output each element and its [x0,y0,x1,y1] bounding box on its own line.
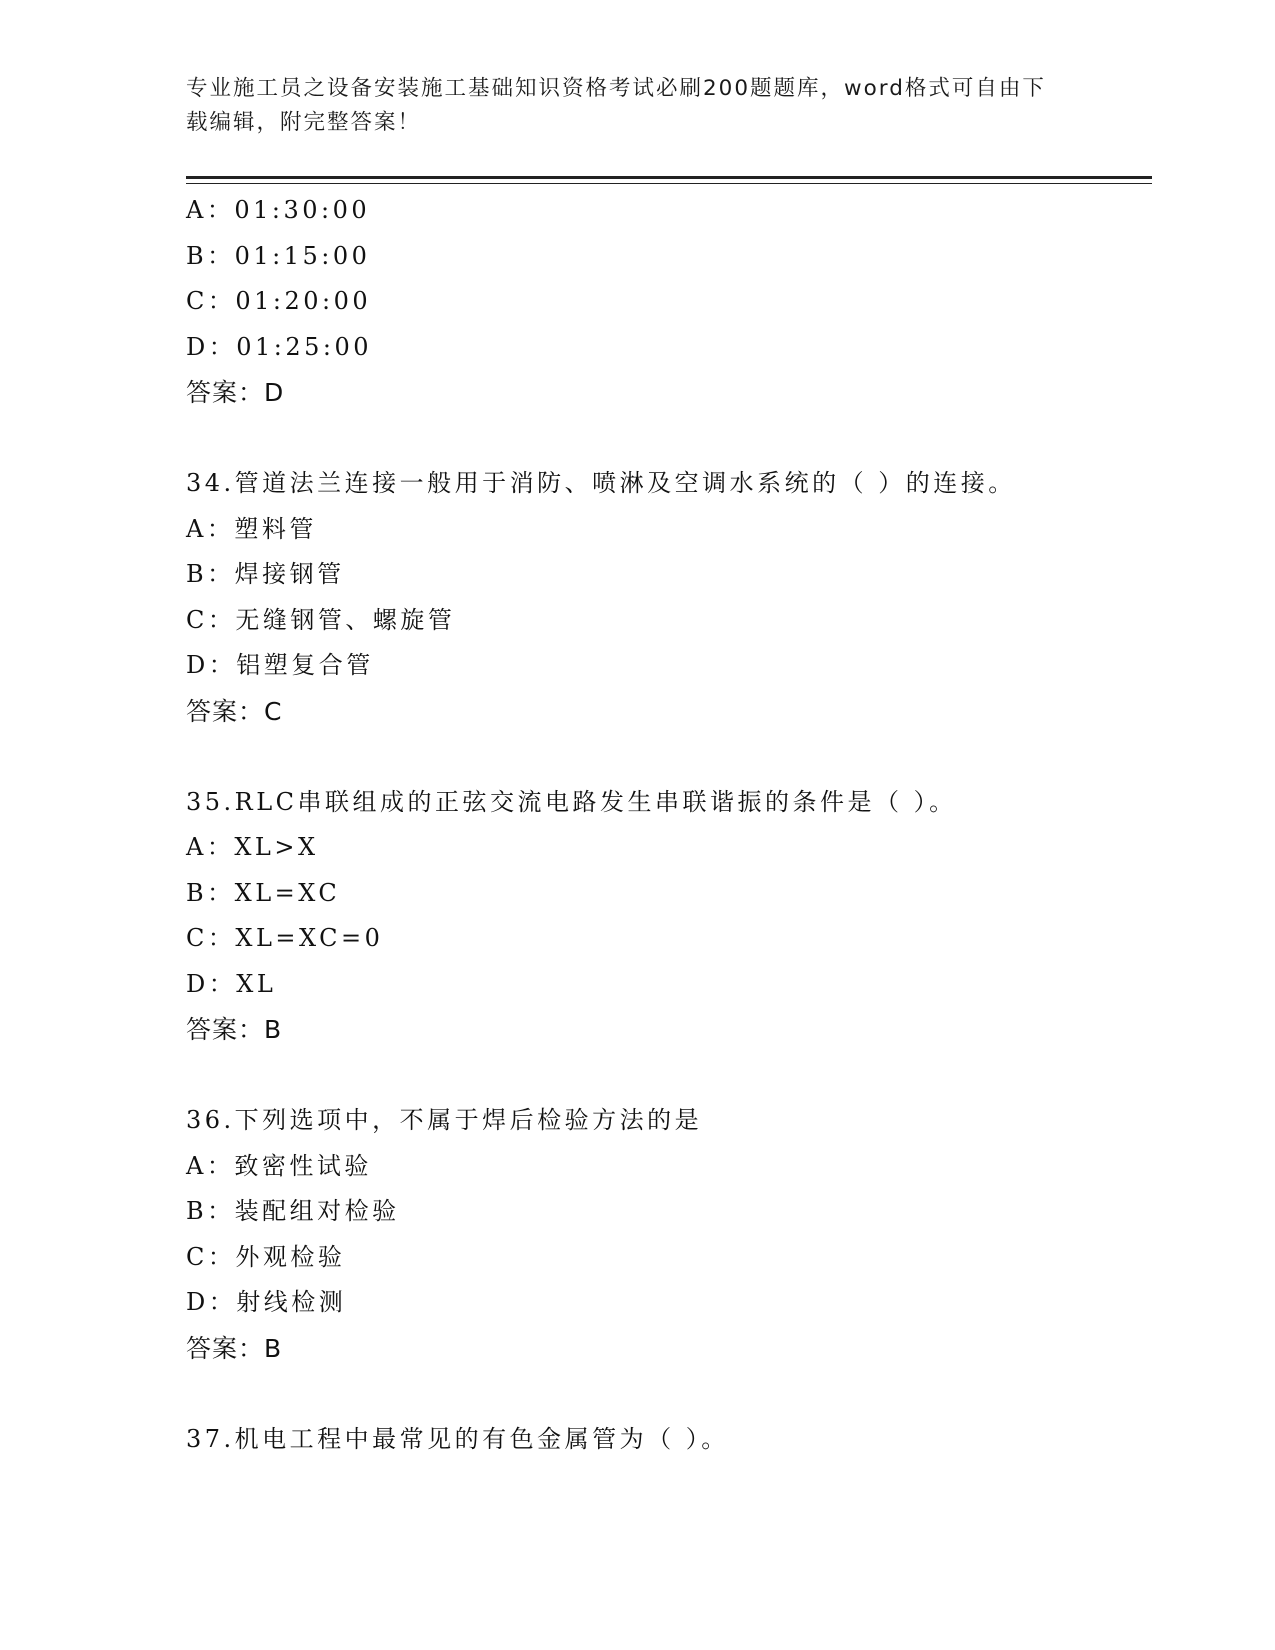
option-d: D：射线检测 [186,1288,347,1316]
option-d: D：01:25:00 [186,332,373,361]
question-text: 36.下列选项中，不属于焊后检验方法的是 [186,1106,703,1134]
answer-line: 答案：D [186,378,285,407]
question-35-block [186,780,1152,1053]
option-b: B：01:15:00 [186,241,371,270]
option-b: B：XL=XC [186,878,341,907]
question-text: 35.RLC串联组成的正弦交流电路发生串联谐振的条件是（ ）。 [186,787,957,816]
option-a: A：致密性试验 [186,1151,372,1180]
option-c: C：无缝钢管、螺旋管 [186,605,456,634]
question-34-block [186,461,1152,734]
document-header: 专业施工员之设备安装施工基础知识资格考试必刷200题题库，word格式可自由下载编辑，附完整答案！ [186,76,1046,135]
option-a: A：XL>X [186,833,319,861]
header-rule-thin [186,183,1152,184]
question-text: 37.机电工程中最常见的有色金属管为（ ）。 [186,1424,729,1453]
option-c: C：01:20:00 [186,287,372,315]
question-list [186,188,1152,1462]
option-b: B：焊接钢管 [186,560,345,588]
option-c: C：XL=XC=0 [186,924,384,952]
spacer [186,416,1152,462]
header-rule-thick [186,176,1152,179]
option-d: D：铝塑复合管 [186,651,374,679]
question-33-block [186,188,1152,416]
spacer [186,1371,1152,1417]
answer-line: 答案：B [186,1015,283,1044]
option-d: D：XL [186,969,277,998]
question-text: 34.管道法兰连接一般用于消防、喷淋及空调水系统的（ ）的连接。 [186,469,1016,497]
answer-line: 答案：C [186,696,283,726]
question-36-block [186,1098,1152,1371]
question-37-block [186,1417,1152,1463]
spacer [186,734,1152,780]
option-b: B：装配组对检验 [186,1197,400,1225]
option-c: C：外观检验 [186,1242,346,1271]
answer-line: 答案：B [186,1333,283,1363]
spacer [186,1053,1152,1099]
option-a: A：塑料管 [186,514,317,543]
option-a: A：01:30:00 [186,196,371,224]
